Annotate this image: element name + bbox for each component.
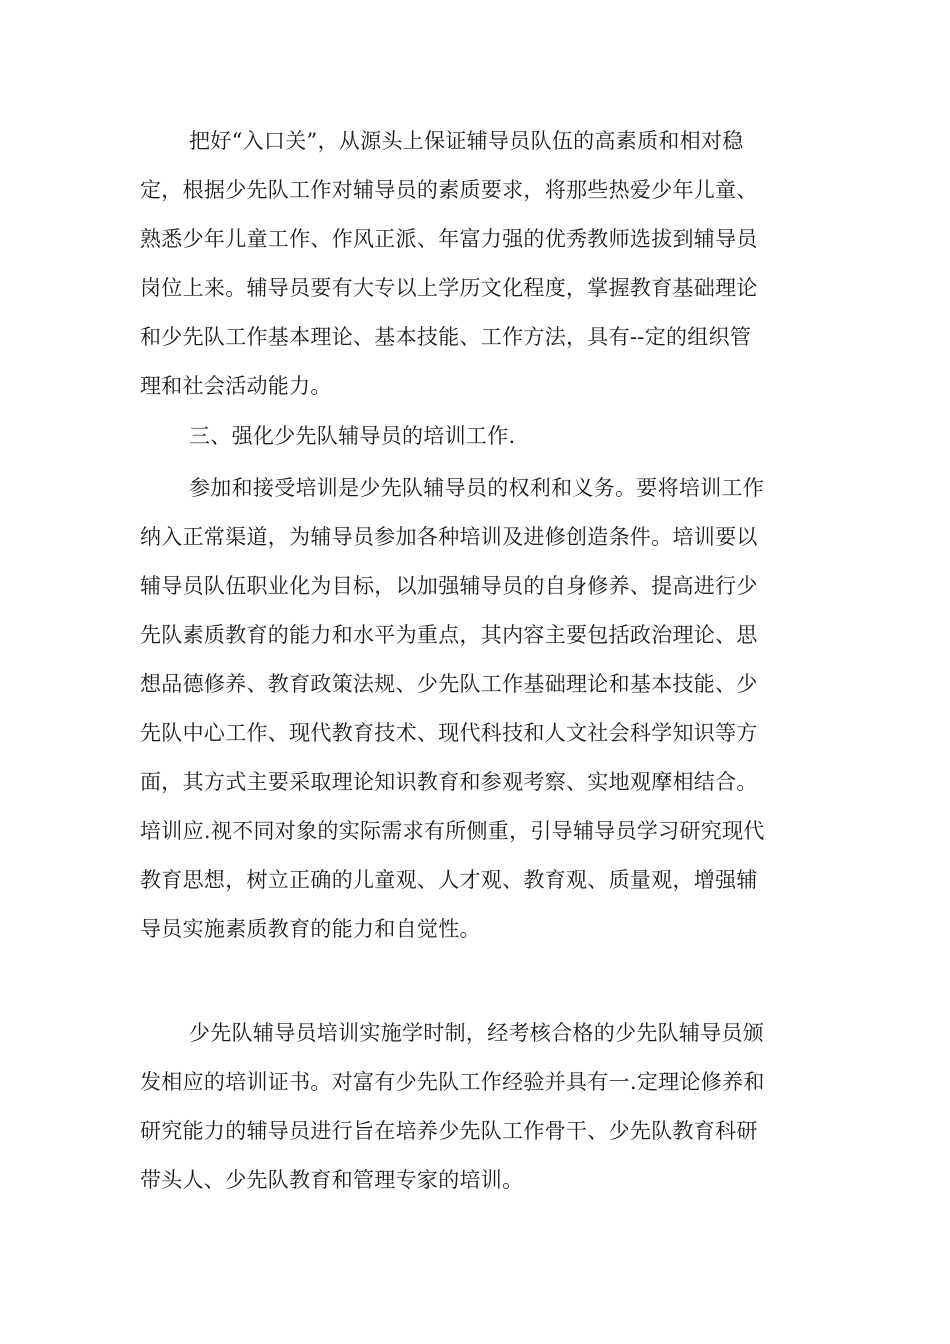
text-line: 培训应.视不同对象的实际需求有所侧重，引导辅导员学习研究现代 — [140, 819, 765, 843]
text-line: 先队素质教育的能力和水平为重点，其内容主要包括政治理论、思 — [140, 623, 758, 647]
text-line: 岗位上来。辅导员要有大专以上学历文化程度，掌握教育基础理论 — [140, 276, 758, 300]
text-line: 理和社会活动能力。 — [140, 374, 332, 398]
text-line: 定，根据少先队工作对辅导员的素质要求，将那些热爱少年儿童、 — [140, 178, 758, 202]
text-line: 和少先队工作基本理论、基本技能、工作方法，具有--定的组织管 — [140, 325, 752, 349]
text-line: 带头人、少先队教育和管理专家的培训。 — [140, 1168, 524, 1192]
text-line: 少先队辅导员培训实施学时制，经考核合格的少先队辅导员颁 — [189, 1021, 765, 1045]
text-line: 面，其方式主要采取理论知识教育和参观考察、实地观摩相结合。 — [140, 770, 758, 794]
text-line: 先队中心工作、现代教育技术、现代科技和人文社会科学知识等方 — [140, 721, 758, 745]
text-line: 把好“入口关”，从源头上保证辅导员队伍的高素质和相对稳 — [189, 129, 744, 153]
text-line: 教育思想，树立正确的儿童观、人才观、教育观、质量观，增强辅 — [140, 868, 758, 892]
text-line: 导员实施素质教育的能力和自觉性。 — [140, 917, 481, 941]
text-line: 参加和接受培训是少先队辅导员的权利和义务。要将培训工作 — [189, 476, 765, 500]
text-line: 熟悉少年儿童工作、作风正派、年富力强的优秀教师选拔到辅导员 — [140, 227, 758, 251]
text-line: 发相应的培训证书。对富有少先队工作经验并具有一.定理论修养和 — [140, 1070, 765, 1094]
text-line: 纳入正常渠道，为辅导员参加各种培训及进修创造条件。培训要以 — [140, 525, 758, 549]
text-line: 研究能力的辅导员进行旨在培养少先队工作骨干、少先队教育科研 — [140, 1119, 758, 1143]
text-line: 辅导员队伍职业化为目标，以加强辅导员的自身修养、提高进行少 — [140, 574, 758, 598]
text-line: 想品德修养、教育政策法规、少先队工作基础理论和基本技能、少 — [140, 672, 758, 696]
heading-text: 三、强化少先队辅导员的培训工作. — [189, 424, 516, 448]
